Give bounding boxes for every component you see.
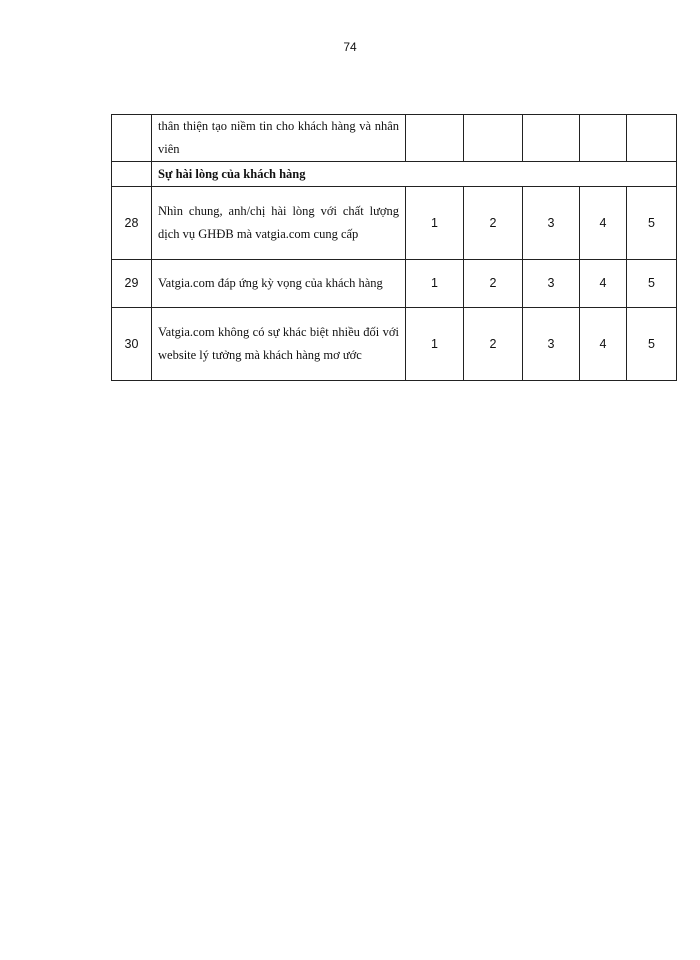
score-cell: 5 <box>627 187 677 260</box>
statement-cell: Vatgia.com không có sự khác biệt nhiều đối với website lý tưởng mà khách hàng mơ ước <box>152 308 406 381</box>
score-cell: 1 <box>406 187 464 260</box>
score-cell: 5 <box>627 260 677 308</box>
statement-cell: Nhìn chung, anh/chị hài lòng với chất lượng dịch vụ GHĐB mà vatgia.com cung cấp <box>152 187 406 260</box>
score-cell: 3 <box>523 260 580 308</box>
statement-cell: thân thiện tạo niềm tin cho khách hàng và nhân viên <box>152 115 406 162</box>
score-cell: 4 <box>580 308 627 381</box>
score-cell: 2 <box>464 308 523 381</box>
table-row <box>112 115 677 162</box>
score-cell: 1 <box>406 308 464 381</box>
table-row <box>112 308 677 381</box>
row-number-cell <box>112 115 152 162</box>
row-number-cell <box>112 162 152 187</box>
score-cell <box>627 115 677 162</box>
score-cell <box>523 115 580 162</box>
row-number-cell: 30 <box>112 308 152 381</box>
score-cell: 2 <box>464 187 523 260</box>
score-cell: 4 <box>580 260 627 308</box>
score-cell: 5 <box>627 308 677 381</box>
page-number: 74 <box>343 40 357 54</box>
score-cell: 3 <box>523 308 580 381</box>
score-cell: 4 <box>580 187 627 260</box>
survey-table <box>111 114 677 381</box>
score-cell: 3 <box>523 187 580 260</box>
table-row <box>112 260 677 308</box>
score-cell: 2 <box>464 260 523 308</box>
section-row <box>112 162 677 187</box>
score-cell <box>406 115 464 162</box>
table-row <box>112 187 677 260</box>
score-cell <box>464 115 523 162</box>
row-number-cell: 29 <box>112 260 152 308</box>
section-title: Sự hài lòng của khách hàng <box>152 162 677 187</box>
statement-cell: Vatgia.com đáp ứng kỳ vọng của khách hàng <box>152 260 406 308</box>
score-cell: 1 <box>406 260 464 308</box>
row-number-cell: 28 <box>112 187 152 260</box>
score-cell <box>580 115 627 162</box>
